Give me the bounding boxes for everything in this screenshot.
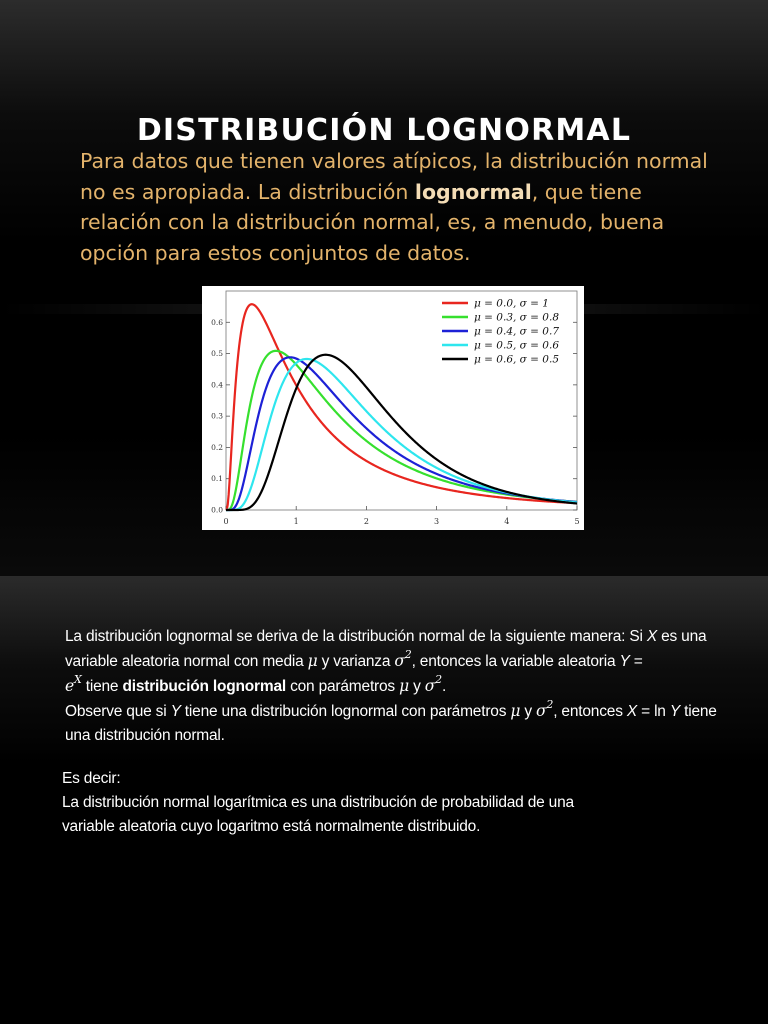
intro-text-a: Para datos que tienen valores atípicos, la distribución normal no es apropiada. La distribución [80, 149, 708, 204]
exponent: 2 [435, 672, 442, 686]
text-segment: tiene una distribución lognormal con parámetros [180, 703, 511, 720]
x-tick-label: 2 [363, 517, 369, 526]
explanation-paragraph [65, 625, 725, 748]
slide-title: DISTRIBUCIÓN LOGNORMAL [136, 113, 632, 148]
intro-text-b: , que tiene relación con la distribución normal, es, a menudo, buena opción para estos conjuntos de datos. [80, 179, 665, 265]
text-segment: es una variable aleatoria normal con media [65, 628, 707, 670]
sigma-symbol: σ [394, 652, 405, 670]
text-segment: = ln [637, 703, 670, 720]
var-y: Y [669, 703, 680, 720]
text-segment: y [520, 703, 537, 720]
y-tick-label: 0.2 [211, 442, 223, 452]
var-y: Y [619, 653, 630, 670]
exponent: 2 [404, 647, 412, 661]
bold-term: distribución lognormal [122, 678, 286, 695]
x-tick-label: 1 [293, 517, 299, 526]
text-segment: y [408, 678, 425, 695]
text-segment: con parámetros [285, 678, 400, 695]
legend-label-4: μ = 0.5, σ = 0.6 [474, 339, 560, 352]
mu-symbol: μ [307, 652, 318, 670]
x-tick-label: 3 [434, 517, 440, 526]
legend-label-1: μ = 0.0, σ = 1 [474, 297, 549, 310]
legend-label-5: μ = 0.6, σ = 0.5 [474, 353, 560, 366]
text-segment: = [629, 653, 643, 670]
series-line-2 [226, 351, 577, 510]
y-tick-label: 0.0 [211, 505, 223, 515]
mu-symbol: μ [399, 677, 409, 695]
x-tick-label: 4 [504, 517, 510, 526]
legend-label-2: μ = 0.3, σ = 0.8 [474, 311, 560, 324]
legend-label-3: μ = 0.4, σ = 0.7 [474, 325, 560, 338]
var-y: Y [170, 703, 181, 720]
y-tick-label: 0.1 [211, 474, 223, 484]
y-tick-label: 0.4 [211, 380, 223, 390]
es-decir-label: Es decir: [62, 770, 121, 787]
series-line-5 [226, 355, 577, 510]
chart-svg [202, 286, 584, 530]
y-tick-label: 0.3 [211, 411, 223, 421]
text-segment: , entonces la variable aleatoria [411, 653, 620, 670]
summary-paragraph: La distribución normal logarítmica es una distribución de probabilidad de una variable aleatoria cuyo logaritmo está normalmente distribuido. [62, 794, 574, 835]
text-segment: tiene una distribución normal. [65, 703, 717, 744]
e-symbol: e [65, 677, 74, 695]
exponent: X [73, 672, 82, 686]
x-tick-label: 0 [223, 517, 229, 526]
mu-symbol: μ [510, 702, 521, 720]
summary-block [62, 767, 622, 839]
text-segment: . [441, 678, 447, 695]
lognormal-chart [202, 286, 584, 530]
series-line-4 [226, 359, 577, 510]
exponent: 2 [546, 697, 554, 711]
text-segment: La distribución lognormal se deriva de la distribución normal de la siguiente manera: Si [65, 628, 647, 645]
text-segment: , entonces [553, 703, 627, 720]
var-x: X [626, 703, 637, 720]
series-line-3 [226, 357, 577, 510]
var-x: X [646, 628, 657, 645]
text-segment: y varianza [317, 653, 395, 670]
sigma-symbol: σ [424, 677, 436, 695]
text-segment: Observe que si [65, 703, 171, 720]
text-segment: tiene [81, 678, 123, 695]
x-tick-label: 5 [574, 517, 580, 526]
y-tick-label: 0.6 [211, 317, 223, 327]
intro-bold-lognormal: lognormal [414, 179, 532, 204]
y-tick-label: 0.5 [211, 349, 223, 359]
intro-paragraph [80, 146, 710, 268]
sigma-symbol: σ [536, 702, 547, 720]
